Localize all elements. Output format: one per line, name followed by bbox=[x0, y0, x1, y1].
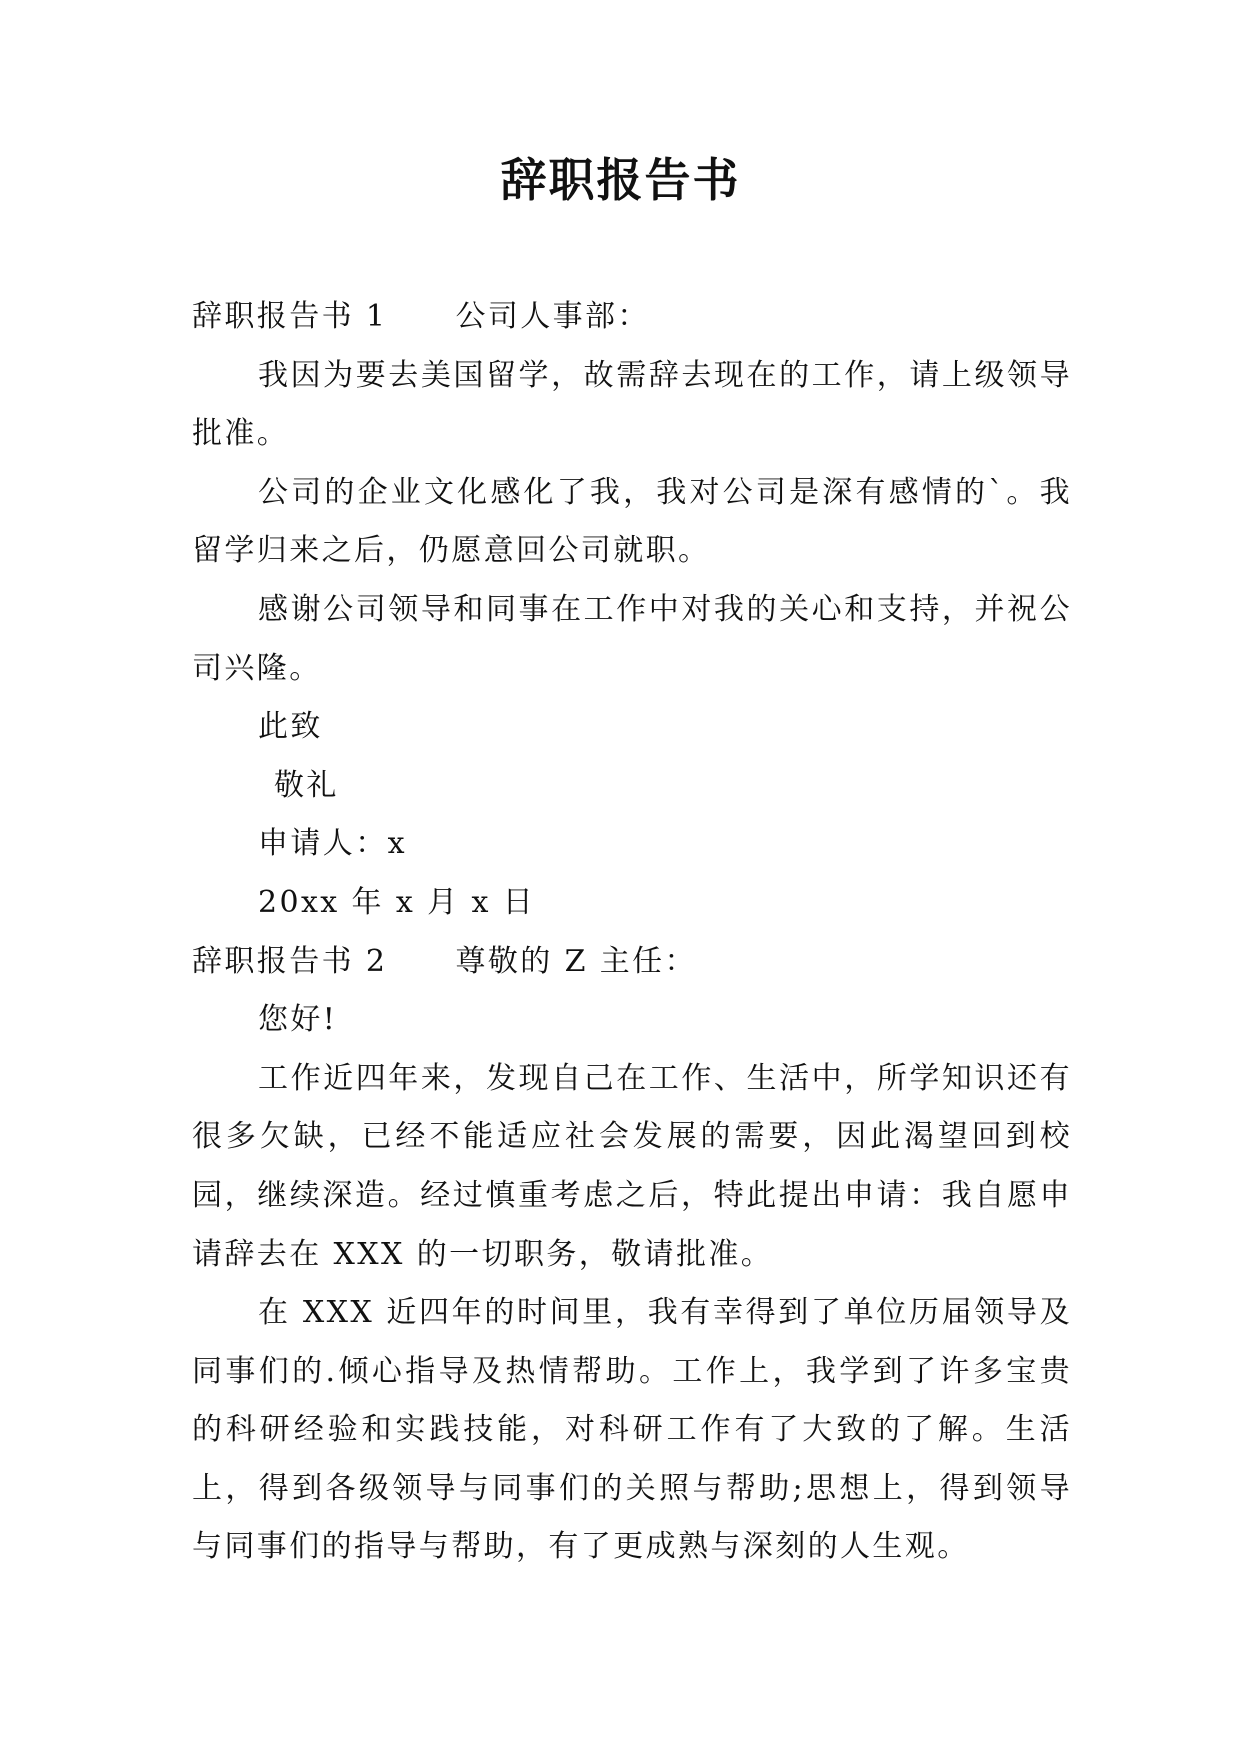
letter1-closing: 此致 bbox=[258, 709, 323, 745]
letter2-heading: 辞职报告书 2 bbox=[192, 943, 388, 979]
document-body bbox=[192, 288, 1072, 1577]
letter1-paragraph-2: 公司的企业文化感化了我，我对公司是深有感情的`。我留学归来之后，仍愿意回公司就职。 bbox=[192, 474, 1072, 569]
letter2-paragraph-2: 在 XXX 近四年的时间里，我有幸得到了单位历届领导及同事们的.倾心指导及热情帮助。工作上，我学到了许多宝贵的科研经验和实践技能，对科研工作有了大致的了解。生活上，得到各级领导与同事们的关照与帮助;思想上，得到领导与同事们的指导与帮助，有了更成熟与深刻的人生观。 bbox=[192, 1295, 1072, 1565]
letter1-paragraph-3: 感谢公司领导和同事在工作中对我的关心和支持，并祝公司兴隆。 bbox=[192, 591, 1072, 686]
letter1-paragraph-1: 我因为要去美国留学，故需辞去现在的工作，请上级领导批准。 bbox=[192, 357, 1072, 452]
letter1-recipient: 公司人事部： bbox=[455, 299, 650, 334]
letter1-applicant: 申请人：x bbox=[258, 826, 407, 862]
letter2-heading-line bbox=[192, 933, 1072, 992]
letter1-heading-line bbox=[192, 288, 1072, 347]
document-title: 辞职报告书 bbox=[500, 153, 741, 207]
letter2-greeting: 您好! bbox=[258, 1002, 338, 1038]
letter1-salute: 敬礼 bbox=[274, 767, 339, 803]
letter1-date: 20xx 年 x 月 x 日 bbox=[258, 884, 536, 920]
letter2-recipient: 尊敬的 Z 主任： bbox=[455, 943, 697, 979]
letter2-paragraph-1: 工作近四年来，发现自己在工作、生活中，所学知识还有很多欠缺，已经不能适应社会发展的需要，因此渴望回到校园，继续深造。经过慎重考虑之后，特此提出申请：我自愿申请辞去在 XXX 的一切职务，敬请批准。 bbox=[192, 1060, 1072, 1272]
letter1-heading: 辞职报告书 1 bbox=[192, 299, 388, 334]
